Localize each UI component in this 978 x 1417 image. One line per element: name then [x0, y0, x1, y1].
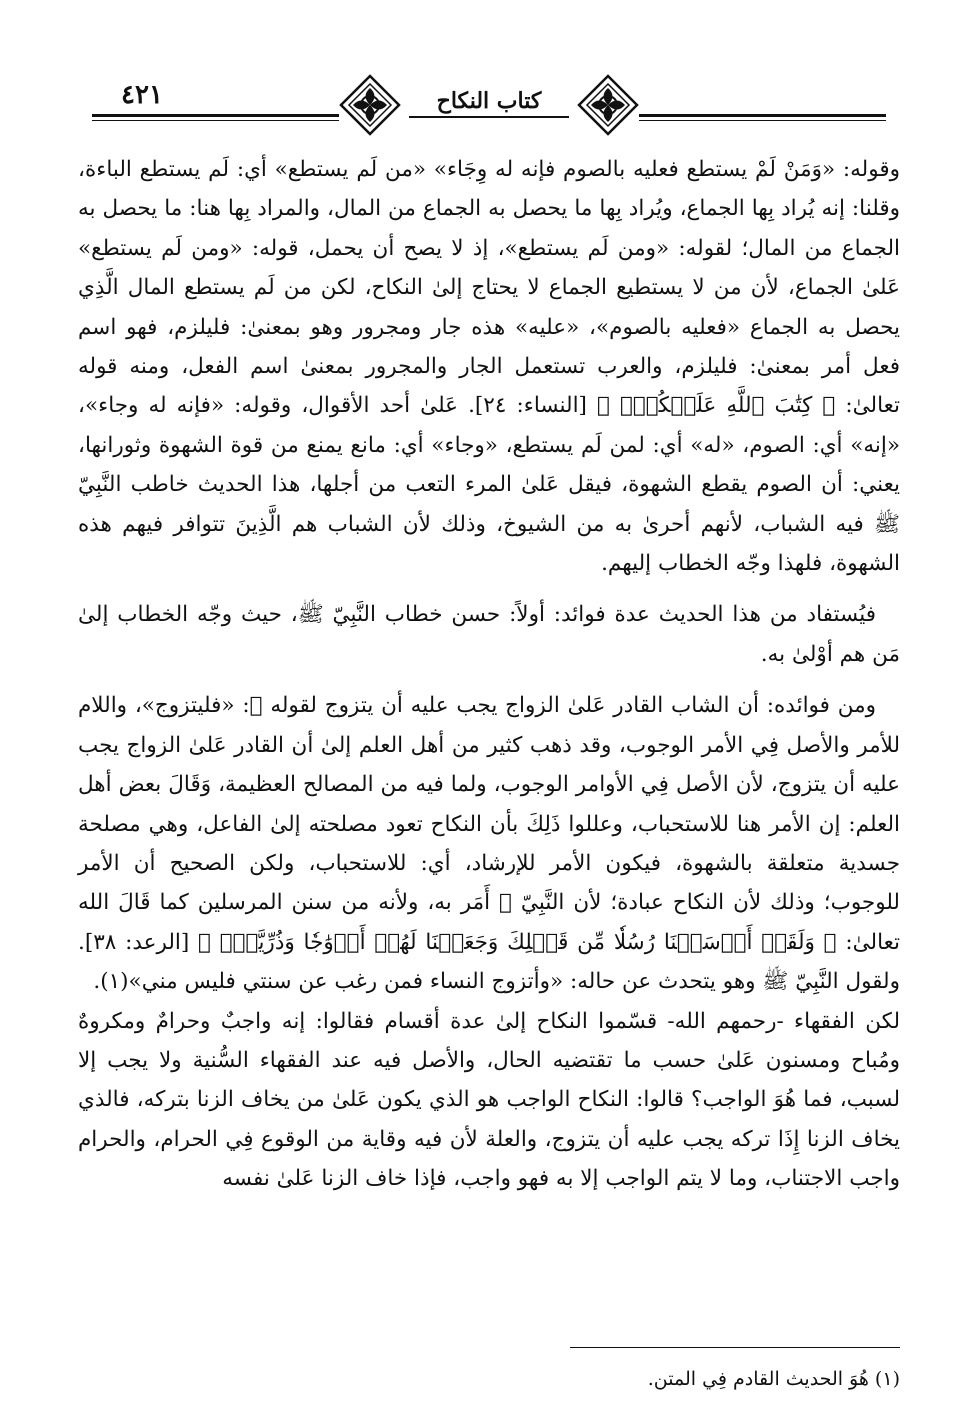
chapter-title: كتاب النكاح: [409, 88, 569, 118]
paragraph: فيُستفاد من هذا الحديث عدة فوائد: أولاً: حسن خطاب النَّبِيّ ﷺ، حيث وجّه الخطاب إلىٰ مَن هم أوْلىٰ به.: [78, 602, 900, 667]
paragraph: ومن فوائده: أن الشاب القادر عَلىٰ الزواج يجب عليه أن يتزوج لقوله ﷺ: «فليتزوج»، واللام للأمر والأصل فِي الأمر الوجوب، وقد ذهب كثير من أهل العلم إلىٰ أن القادر عَلىٰ الزواج يجب عليه أن يتزوج، لأن الأصل فِي الأوامر الوجوب، ولما فيه من المصالح العظيمة، وَقَالَ بعض أهل العلم: إن الأمر هنا للاستحباب، وعللوا ذَلِكَ بأن النكاح تعود مصلحته إلىٰ الفاعل، وهي مصلحة جسدية متعلقة بالشهوة، فيكون الأمر للإرشاد، أي: للاستحباب، ولكن الصحيح أن الأمر للوجوب؛ وذلك لأن النكاح عبادة؛ لأن النَّبِيّ ﷺ أَمَر به، ولأنه من سنن المرسلين كما قَالَ الله تعالىٰ: ﴿ وَلَقَدۡ أَرۡسَلۡنَا رُسُلٗا مِّن قَبۡلِكَ وَجَعَلۡنَا لَهُمۡ أَزۡوَٰجٗا وَذُرِّيَّةٗۚ ﴾ [الرعد: ٣٨]. ولقول النَّبِيّ ﷺ وهو يتحدث عن حاله: «وأتزوج النساء فمن رغب عن سنتي فليس مني»(١).: [78, 693, 900, 995]
chapter-title-cartouche: [339, 70, 639, 140]
page-number: ٤٢١: [121, 80, 163, 110]
footnote-separator: [570, 1347, 900, 1348]
page-header: [92, 70, 886, 140]
footnote: (١) هُوَ الحديث القادم فِي المتن.: [647, 1368, 900, 1390]
paragraph: لكن الفقهاء -رحمهم الله- قسّموا النكاح إلىٰ عدة أقسام فقالوا: إنه واجبٌ وحرامٌ ومكروهٌ ومُباح ومسنون عَلىٰ حسب ما تقتضيه الحال، والأصل فيه عند الفقهاء السُّنية ولا يجب إلا لسبب، فما هُوَ الواجب؟ قالوا: النكاح الواجب هو الذي يكون عَلىٰ من يخاف الزنا بتركه، فالذي يخاف الزنا إِذَا تركه يجب عليه أن يتزوج، والعلة لأن فيه وقاية من الوقوع فِي الحرام، والحرام واجب الاجتناب، وما لا يتم الواجب إلا به فهو واجب، فإذا خاف الزنا عَلىٰ نفسه: [78, 1008, 900, 1192]
paragraph: وقوله: «وَمَنْ لَمْ يستطع فعليه بالصوم فإنه له وِجَاء» «من لَم يستطع» أي: لَم يستطع الباءة، وقلنا: إنه يُراد بِها الجماع، ويُراد بِها ما يحصل به الجماع من المال، والمراد بِها هنا: ما يحصل به الجماع من المال؛ لقوله: «ومن لَم يستطع»، إذ لا يصح أن يحمل، قوله: «ومن لَم يستطع» عَلىٰ الجماع، لأن من لا يستطيع الجماع لا يحتاج إلىٰ النكاح، لكن من لَم يستطع المال الَّذِي يحصل به الجماع «فعليه بالصوم»، «عليه» هذه جار ومجرور وهو بمعنىٰ: فليلزم، فهو اسم فعل أمر بمعنىٰ: فليلزم، والعرب تستعمل الجار والمجرور بمعنىٰ اسم الفعل، ومنه قوله تعالىٰ: ﴿ كِتَٰبَ ٱللَّهِ عَلَيۡكُمۡۚ ﴾ [النساء: ٢٤]. عَلىٰ أحد الأقوال، وقوله: «فإنه له وجاء»، «إنه» أي: الصوم، «له» أي: لمن لَم يستطع، «وجاء» أي: مانع يمنع من قوة الشهوة وثورانها، يعني: أن الصوم يقطع الشهوة، فيقل عَلىٰ المرء التعب من أجلها، هذا الحديث خاطب النَّبِيّ ﷺ فيه الشباب، لأنهم أحرىٰ به من الشيوخ، وذلك لأن الشباب هم الَّذِينَ تتوافر فيهم هذه الشهوة، فلهذا وجّه الخطاب إليهم.: [78, 157, 900, 577]
main-text: [78, 150, 900, 1199]
ornament-left-icon: [339, 74, 401, 136]
ornament-right-icon: [577, 74, 639, 136]
